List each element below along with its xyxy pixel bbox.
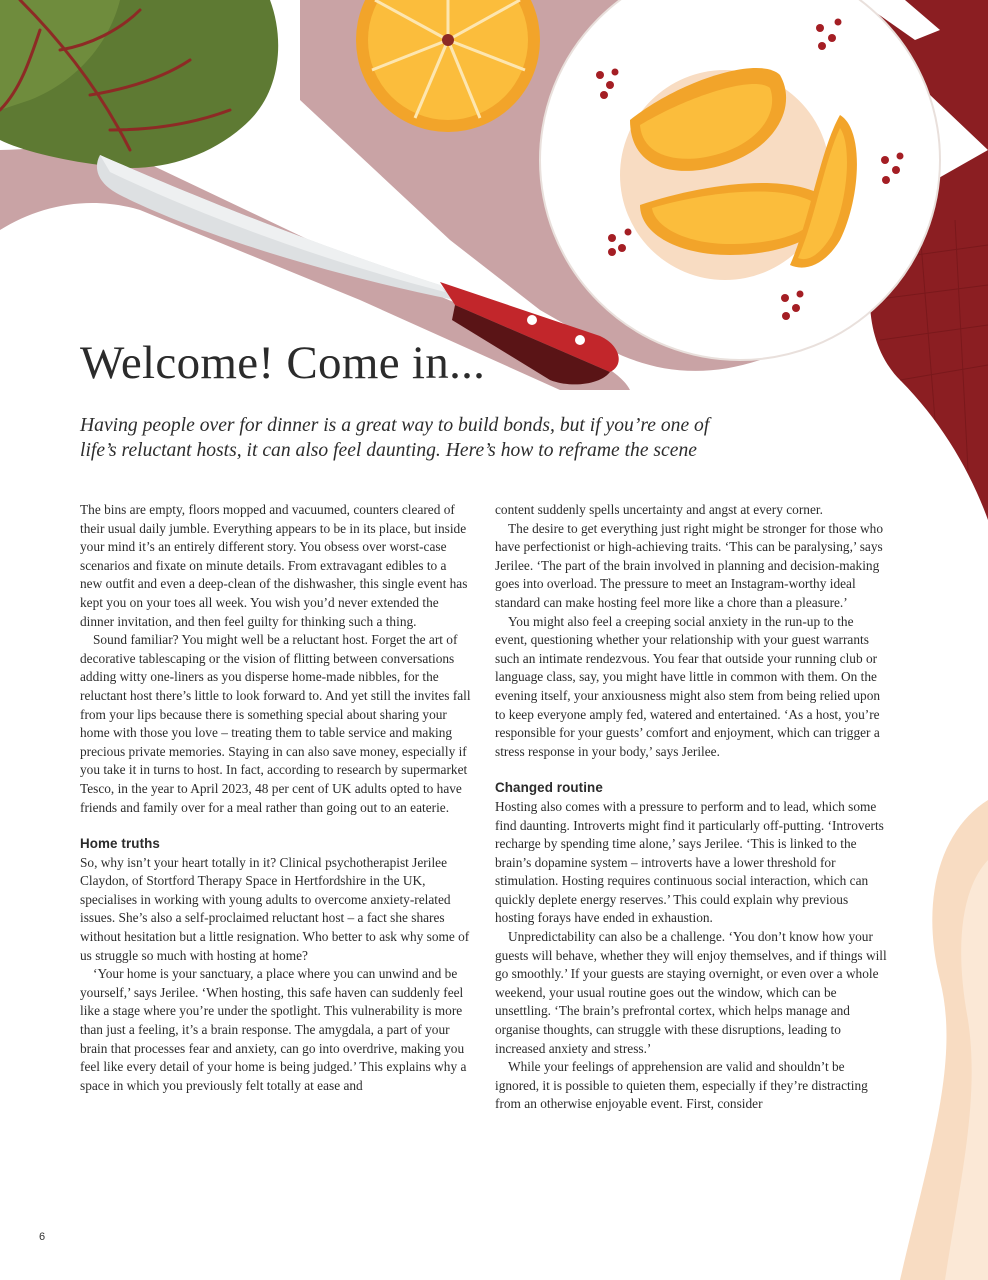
standfirst-line-1: Having people over for dinner is a great way to build bonds, but if you’re one of — [80, 415, 710, 436]
left-column — [80, 501, 472, 1095]
standfirst-line-2: life’s reluctant hosts, it can also feel daunting. Here’s how to reframe the scene — [80, 439, 697, 461]
body-paragraph: Unpredictability can also be a challenge. ‘You don’t know how your guests will behave, whether they will enjoy themselves, and if things will go smoothly.’ If your guests are staying overnight, or even over a whole weekend, your usual routine goes out the window, which can be unsettling. ‘The brain’s prefrontal cortex, which helps manage and organise thoughts, can struggle with these disruptions, leading to increased anxiety and stress.’ — [495, 929, 887, 1056]
body-paragraph: content suddenly spells uncertainty and angst at every corner. — [495, 502, 823, 517]
body-paragraph: ‘Your home is your sanctuary, a place where you can unwind and be yourself,’ says Jerilee. ‘When hosting, this safe haven can suddenly feel like a stage where you’re under the spotlight. This vulnerability is more than just a feeling, it’s a brain response. The amygdala, a part of your brain that processes fear and anxiety, can go into overdrive, making you feel like every detail of your home is being judged.’ This explains why a space in which you previously felt totally at ease and — [80, 966, 467, 1093]
body-paragraph: Hosting also comes with a pressure to perform and to lead, which some find daunting. Introverts might find it particularly off-putting. ‘Introverts recharge by spending time alone,’ says Jerilee. ‘This is linked to the brain’s dopamine system – introverts have a lower threshold for stimulation. Hosting requires continuous social interaction, which can quickly deplete energy reserves.’ This could explain why previous hosting forays have ended in exhaustion. — [495, 798, 884, 926]
body-paragraph: Sound familiar? You might well be a reluctant host. Forget the art of decorative tablescaping or the vision of flitting between conversations adding witty one-liners as you disperse home-made nibbles, for the reluctant host there’s little to look forward to. And yet still the invites fall from your lips because there is something special about sharing your home with those you love – treating them to table service and making precious private memories. Staying in can also save money, especially if you take it in turns to host. In fact, according to research by supermarket Tesco, in the year to April 2023, 48 per cent of UK adults opted to have friends and family over for a meal rather than going out to an eaterie. — [80, 632, 471, 815]
body-paragraph: While your feelings of apprehension are valid and shouldn’t be ignored, it is possible to quieten them, especially if they’re distracting from an otherwise enjoyable event. First, consider — [495, 1059, 868, 1112]
section-heading-home-truths: Home truths — [80, 836, 160, 852]
body-paragraph: You might also feel a creeping social anxiety in the run-up to the event, questioning whether your relationship with your guest warrants such an intimate rendezvous. You fear that outside your running club or language class, say, you might have little in common with them. On the evening itself, your anxiousness might also stem from being relied upon to keep everyone amply fed, watered and entertained. ‘As a host, you’re responsible for your guests’ comfort and enjoyment, which can trigger a stress response in your body,’ says Jerilee. — [495, 613, 881, 759]
body-paragraph: The bins are empty, floors mopped and vacuumed, counters cleared of their usual daily jumble. Everything appears to be in its place, but inside your mind it’s an entirely different story. You obsess over worst-case scenarios and fixate on minute details. From extravagant edibles to a new outfit and even a deep-clean of the dishwasher, this single event has kept you on your toes all week. You wish you’d never extended the dinner invitation, and then feel guilty for thinking such a thing. — [80, 502, 468, 629]
right-column — [495, 501, 887, 1114]
article-title: Welcome! Come in... — [80, 337, 486, 389]
section-heading-changed-routine: Changed routine — [495, 780, 603, 796]
body-paragraph: So, why isn’t your heart totally in it? Clinical psychotherapist Jerilee Claydon, of Stortford Therapy Space in Hertfordshire in the UK, specialises in working with young adults to overcome anxiety-related issues. She’s also a self-proclaimed reluctant host – a fact she shares without hesitation but a little resignation. Who better to ask why some of us struggle so much with hosting at home? — [80, 854, 470, 963]
body-paragraph: The desire to get everything just right might be stronger for those who have perfectionist or high-achieving traits. ‘This can be paralysing,’ says Jerilee. ‘The part of the brain involved in planning and decision-making goes into overload. The pressure to meet an Instagram-worthy ideal standard can make hosting feel more like a chore than a pleasure.’ — [495, 520, 884, 610]
article-standfirst — [80, 414, 740, 463]
page-number: 6 — [39, 1231, 46, 1243]
